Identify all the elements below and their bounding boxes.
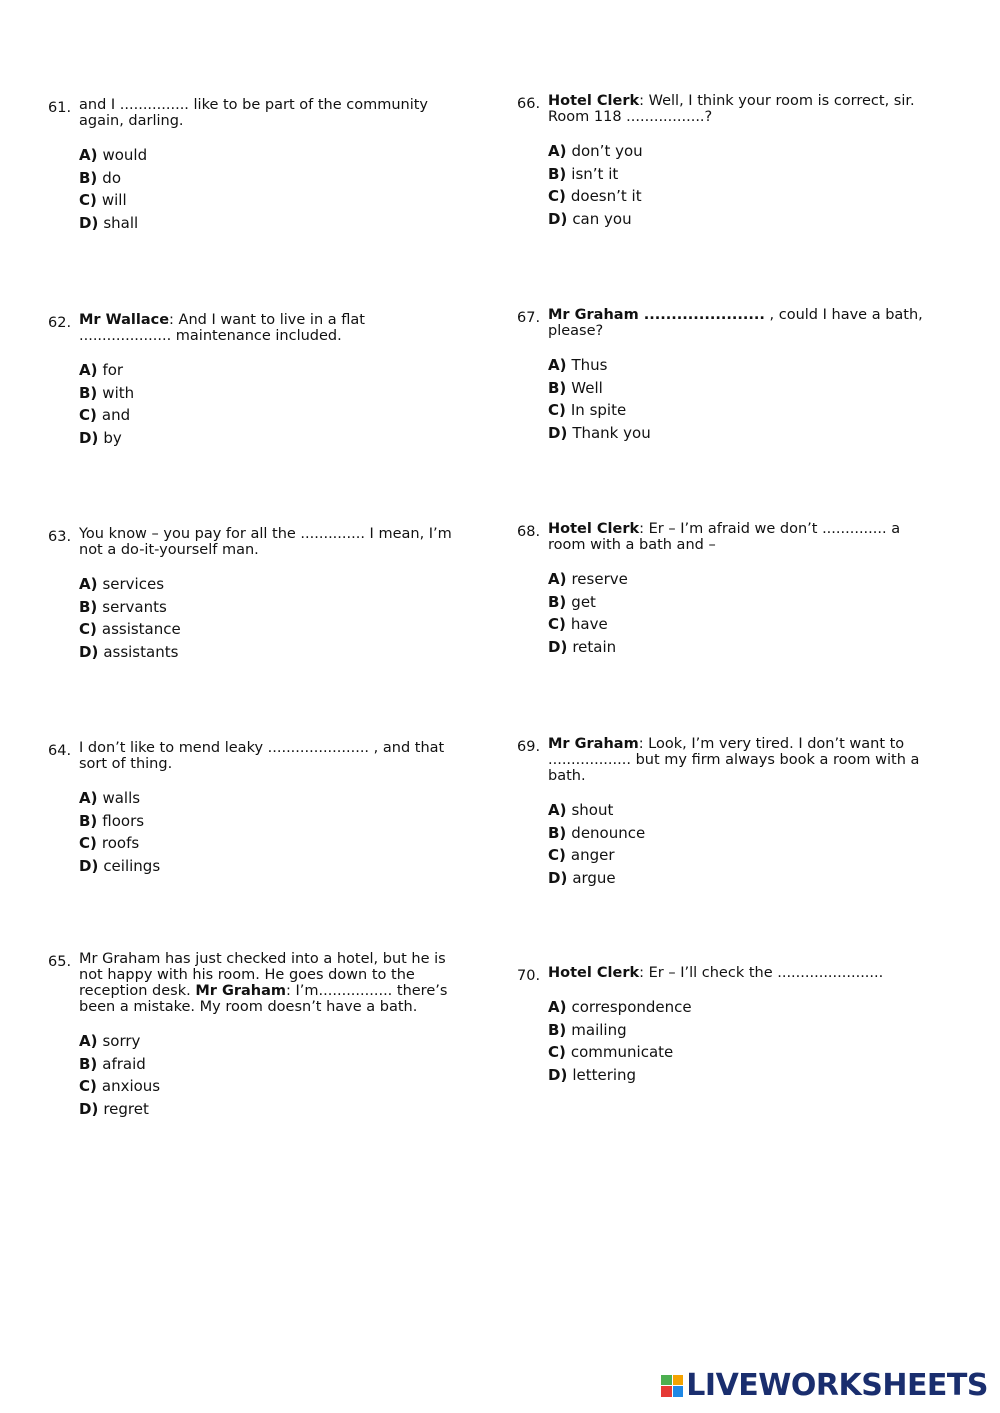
speaker-label: Mr Graham [548, 736, 639, 752]
answer-options [48, 147, 458, 238]
speaker-label: Hotel Clerk [548, 965, 640, 981]
question-text [548, 93, 915, 125]
question-text [79, 740, 444, 772]
question-number: 69. [517, 739, 541, 755]
question-text [79, 97, 428, 129]
option-c[interactable]: C) will [79, 191, 127, 210]
liveworksheets-logo[interactable] [661, 1368, 988, 1403]
question-number: 67. [517, 310, 541, 326]
option-b[interactable]: B) do [79, 168, 121, 187]
question-text [79, 951, 447, 1015]
question-text [79, 312, 365, 344]
option-c[interactable]: C) communicate [548, 1043, 674, 1062]
option-a[interactable]: A) reserve [548, 570, 628, 588]
question-64 [48, 740, 458, 881]
question-body-continued: : I’m................ there’s been a mistake. My room doesn’t have a bath. [79, 983, 448, 1015]
question-body: You know – you pay for all the .............. I mean, I’m not a do-it-yourself man. [79, 526, 452, 558]
option-a[interactable]: A) for [79, 361, 124, 379]
answer-options [48, 576, 458, 667]
logo-square-green [661, 1375, 672, 1386]
option-c[interactable]: C) roofs [79, 834, 140, 853]
question-body: and I ............... like to be part of the community again, darling. [79, 97, 428, 129]
answer-options [517, 999, 927, 1090]
option-d[interactable]: D) lettering [548, 1066, 637, 1085]
question-text [79, 526, 452, 558]
question-70 [517, 965, 927, 1090]
question-63 [48, 526, 458, 667]
option-d[interactable]: D) argue [548, 869, 616, 888]
question-number: 66. [517, 96, 541, 112]
option-c[interactable]: C) anger [548, 846, 615, 865]
option-a[interactable]: A) services [79, 575, 165, 593]
answer-options [517, 357, 927, 448]
option-b[interactable]: B) servants [79, 597, 167, 616]
question-65 [48, 951, 458, 1124]
option-c[interactable]: C) assistance [79, 620, 181, 639]
question-body: : Er – I’m afraid we don’t .............. a room with a bath and – [548, 521, 901, 553]
option-d[interactable]: D) by [79, 429, 122, 448]
speaker-label: Mr Wallace [79, 312, 170, 328]
option-d[interactable]: D) Thank you [548, 424, 651, 443]
answer-options [48, 1033, 458, 1124]
option-b[interactable]: B) isn’t it [548, 164, 619, 183]
option-a[interactable]: A) would [79, 146, 148, 164]
logo-square-orange [673, 1375, 684, 1386]
question-body: Mr Graham has just checked into a hotel, but he is not happy with his room. He goes down to the reception desk. [79, 951, 446, 999]
option-a[interactable]: A) walls [79, 789, 141, 807]
question-number: 64. [48, 743, 72, 759]
question-text [548, 307, 923, 339]
question-69 [517, 736, 927, 893]
logo-square-red [661, 1386, 672, 1397]
question-body: : And I want to live in a ﬂat .................... maintenance included. [79, 312, 365, 344]
option-c[interactable]: C) and [79, 406, 131, 425]
option-a[interactable]: A) shout [548, 801, 614, 819]
question-number: 61. [48, 100, 72, 116]
option-c[interactable]: C) doesn’t it [548, 187, 642, 206]
question-66 [517, 93, 927, 234]
option-d[interactable]: D) assistants [79, 643, 179, 662]
question-body: : Er – I’ll check the ....................... [639, 965, 884, 981]
option-c[interactable]: C) In spite [548, 401, 627, 420]
question-number: 65. [48, 954, 72, 970]
question-text [548, 736, 919, 784]
speaker-label: Mr Graham ...................... [548, 307, 765, 323]
question-67 [517, 307, 927, 448]
option-b[interactable]: B) afraid [79, 1054, 146, 1073]
question-number: 62. [48, 315, 72, 331]
question-61 [48, 97, 458, 238]
answer-options [517, 571, 927, 662]
logo-square-blue [673, 1386, 684, 1397]
logo-text: LIVEWORKSHEETS [686, 1368, 988, 1403]
option-b[interactable]: B) ﬂoors [79, 811, 145, 830]
question-number: 63. [48, 529, 72, 545]
question-62 [48, 312, 458, 453]
question-body: : Look, I’m very tired. I don’t want to .................. but my ﬁrm always book a room with a bath. [548, 736, 920, 784]
option-c[interactable]: C) anxious [79, 1077, 161, 1096]
question-number: 70. [517, 968, 541, 984]
option-d[interactable]: D) retain [548, 638, 617, 657]
option-d[interactable]: D) regret [79, 1100, 149, 1119]
question-body: I don’t like to mend leaky ...................... , and that sort of thing. [79, 740, 445, 772]
option-b[interactable]: B) mailing [548, 1020, 627, 1039]
option-a[interactable]: A) correspondence [548, 998, 692, 1016]
speaker-label: Hotel Clerk [548, 521, 640, 537]
answer-options [48, 790, 458, 881]
option-d[interactable]: D) shall [79, 214, 139, 233]
logo-grid-icon [661, 1375, 683, 1397]
question-body: : Well, I think your room is correct, sir. Room 118 .................? [548, 93, 915, 125]
option-b[interactable]: B) with [79, 383, 135, 402]
question-body: , could I have a bath, please? [548, 307, 923, 339]
speaker-label: Hotel Clerk [548, 93, 640, 109]
question-text [548, 965, 883, 981]
question-68 [517, 521, 927, 662]
answer-options [48, 362, 458, 453]
option-a[interactable]: A) Thus [548, 356, 608, 374]
option-d[interactable]: D) can you [548, 210, 632, 229]
answer-options [517, 143, 927, 234]
answer-options [517, 802, 927, 893]
question-text [548, 521, 900, 553]
option-b[interactable]: B) Well [548, 378, 603, 397]
speaker-label: Mr Graham [195, 983, 287, 999]
option-c[interactable]: C) have [548, 615, 608, 634]
option-b[interactable]: B) get [548, 592, 596, 611]
question-number: 68. [517, 524, 541, 540]
option-a[interactable]: A) sorry [79, 1032, 141, 1050]
option-b[interactable]: B) denounce [548, 823, 646, 842]
option-d[interactable]: D) ceilings [79, 857, 161, 876]
option-a[interactable]: A) don’t you [548, 142, 643, 160]
